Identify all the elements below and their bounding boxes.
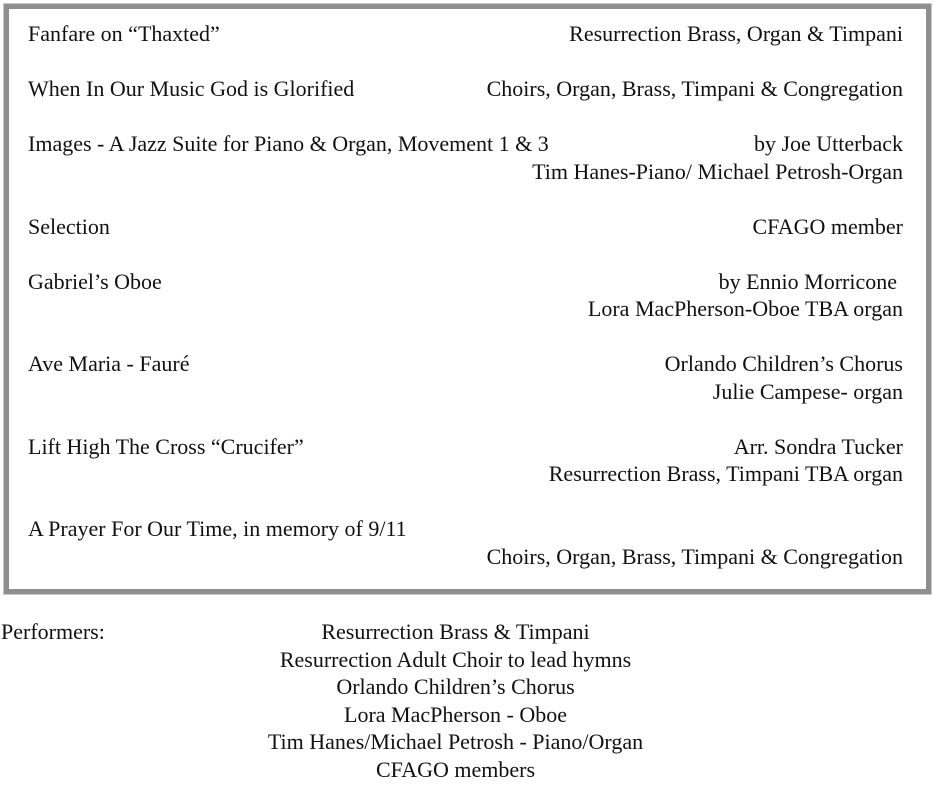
performer-item: Resurrection Brass & Timpani: [321, 619, 590, 644]
piece-credit: Lora MacPherson-Oboe TBA organ: [587, 296, 903, 321]
piece-credit: by Joe Utterback: [753, 131, 903, 156]
piece-title: Fanfare on “Thaxted”: [28, 21, 220, 46]
performers-list: [240, 618, 671, 783]
performer-item: Lora MacPherson - Oboe: [344, 701, 567, 727]
piece-credit: by Ennio Morricone: [718, 269, 897, 294]
piece-credit: Resurrection Brass, Organ & Timpani: [569, 21, 903, 46]
piece-title: Images - A Jazz Suite for Piano & Organ, Movement 1 & 3: [28, 131, 549, 156]
piece-credit: Arr. Sondra Tucker: [733, 434, 903, 459]
piece-credit: Resurrection Brass, Timpani TBA organ: [548, 461, 903, 486]
program-item: [28, 515, 903, 543]
piece-title: A Prayer For Our Time, in memory of 9/11: [28, 516, 407, 541]
program-item-credit-line: [28, 295, 903, 323]
performer-item: CFAGO members: [375, 756, 536, 782]
program-item: [28, 130, 903, 158]
piece-title: Lift High The Cross “Crucifer”: [28, 434, 304, 459]
performer-item: Tim Hanes/Michael Petrosh - Piano/Organ: [267, 729, 644, 754]
program-item: [28, 75, 903, 103]
program-item: [28, 20, 903, 48]
program-box: [4, 4, 931, 594]
program-item-credit-line: [28, 460, 903, 488]
program-item-credit-line: [28, 543, 903, 571]
performer-item: Orlando Children’s Chorus: [336, 674, 575, 699]
program-item-credit-line: [28, 158, 903, 186]
piece-credit: Choirs, Organ, Brass, Timpani & Congregation: [486, 544, 903, 569]
piece-title: Selection: [28, 214, 110, 239]
piece-credit: Tim Hanes-Piano/ Michael Petrosh-Organ: [532, 159, 903, 184]
program-item: [28, 433, 903, 461]
piece-title: Gabriel’s Oboe: [28, 269, 162, 294]
piece-credit: CFAGO member: [752, 214, 903, 239]
piece-credit: Julie Campese- organ: [712, 379, 903, 404]
program-item: [28, 213, 903, 241]
program-item: [28, 268, 903, 296]
performers-label: Performers:: [1, 619, 105, 644]
performer-item: Resurrection Adult Choir to lead hymns: [279, 646, 632, 672]
piece-credit: Choirs, Organ, Brass, Timpani & Congregation: [486, 76, 903, 101]
piece-title: Ave Maria - Fauré: [28, 351, 190, 376]
program-item: [28, 350, 903, 378]
piece-credit: Orlando Children’s Chorus: [664, 351, 903, 376]
program-item-credit-line: [28, 378, 903, 406]
piece-title: When In Our Music God is Glorified: [28, 76, 355, 101]
